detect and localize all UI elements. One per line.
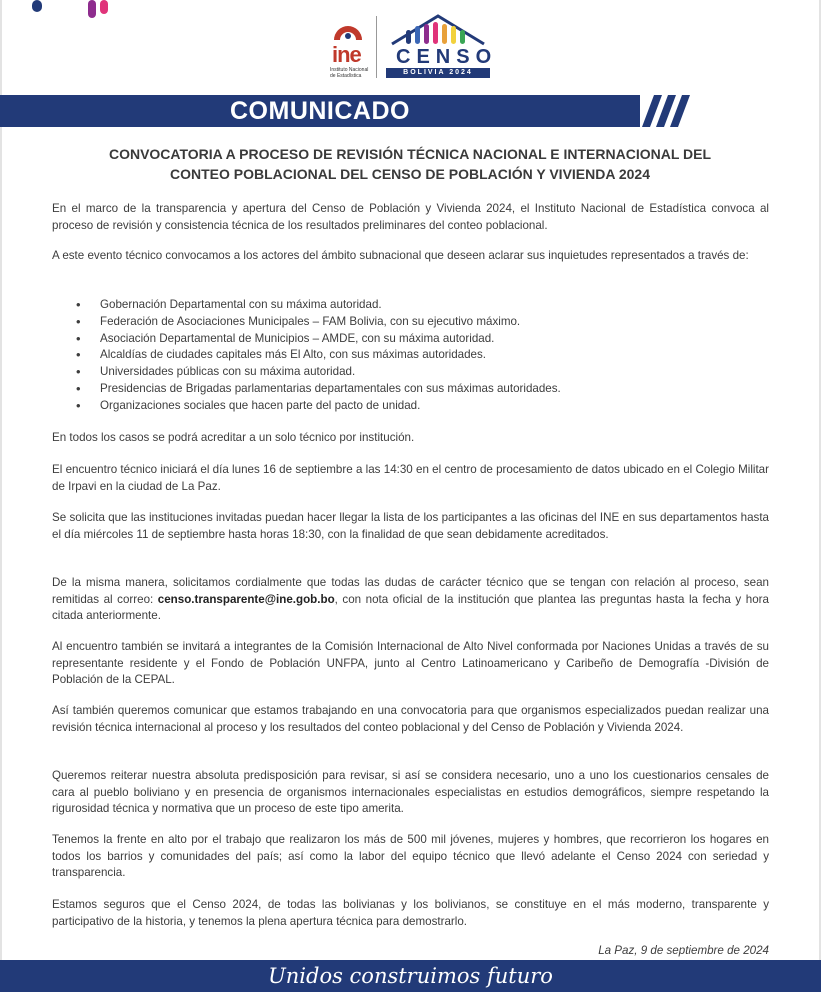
invitee-item: • Gobernación Departamental con su máxima autoridad.	[52, 297, 752, 314]
paragraph-8: Así también queremos comunicar que estamos trabajando en una convocatoria para que organismos especializados puedan realizar una revisión técnica internacional al proceso y los resultados del conteo poblacional y del Censo de Población y Vivienda 2024.	[52, 704, 769, 734]
header-logos	[330, 12, 500, 82]
invitee-item: • Alcaldías de ciudades capitales más El Alto, con sus máximas autoridades.	[52, 347, 752, 364]
paragraph-6	[52, 575, 769, 625]
footer-bar	[0, 960, 821, 992]
paragraph-3: En todos los casos se podrá acreditar a un solo técnico por institución.	[52, 431, 415, 444]
invitee-item: • Organizaciones sociales que hacen parte del pacto de unidad.	[52, 398, 752, 415]
paragraph-6-tail: , con nota oficial de la institución que plantea las preguntas hasta la fecha y hora citada anteriormente.	[52, 592, 769, 622]
invitee-list	[52, 297, 752, 415]
ine-subtitle: Instituto Nacional de Estadística	[330, 67, 369, 79]
paragraph-2: A este evento técnico convocamos a los actores del ámbito subnacional que deseen aclarar sus inquietudes representados a través de:	[52, 249, 749, 262]
censo-logo	[386, 12, 498, 82]
paragraph-4: El encuentro técnico iniciará el día lunes 16 de septiembre a las 14:30 en el centro de procesamiento de datos ubicado en el Colegio Militar de Irpavi en la ciudad de La Paz.	[52, 463, 769, 493]
comunicado-banner	[0, 95, 821, 127]
heading-line-1: CONVOCATORIA A PROCESO DE REVISIÓN TÉCNICA NACIONAL E INTERNACIONAL DEL	[108, 146, 712, 162]
paragraph-7: Al encuentro también se invitará a integrantes de la Comisión Internacional de Alto Nivel conformada por Naciones Unidas a través de su representante residente y el Fondo de Población UNFPA, junto al Centro Latinoamericano y Caribeño de Demografía -División de Población de la CEPAL.	[52, 640, 769, 686]
censo-band: BOLIVIA 2024	[386, 68, 490, 78]
paragraph-9: Queremos reiterar nuestra absoluta predisposición para revisar, si así se considera necesario, uno a uno los cuestionarios censales de cara al pueblo boliviano y en presencia de organismos internacionales especialistas en estudios demográficos, siempre respetando la rigurosidad técnica y normativa que un proceso de este tipo amerita.	[52, 769, 769, 815]
invitee-item: • Presidencias de Brigadas parlamentarias departamentales con sus máximas autoridades.	[52, 381, 752, 398]
heading-line-2: CONTEO POBLACIONAL DEL CENSO DE POBLACIÓN Y VIVIENDA 2024	[170, 166, 650, 182]
paragraph-11: Estamos seguros que el Censo 2024, de todas las bolivianas y los bolivianos, se constituye en el más moderno, transparente y participativo de la historia, y tenemos la plena apertura técnica para demostrarlo.	[52, 898, 769, 928]
ine-wordmark: ine	[332, 42, 361, 67]
ine-emblem-icon	[330, 12, 366, 42]
contact-email[interactable]: censo.transparente@ine.gob.bo	[157, 592, 335, 606]
banner-title: COMUNICADO	[230, 97, 410, 125]
paragraph-5: Se solicita que las instituciones invitadas puedan hacer llegar la lista de los participantes a las oficinas del INE en sus departamentos hasta el día miércoles 11 de septiembre hasta horas 18:30, con la finalidad de que sean debidamente acreditados.	[52, 511, 769, 541]
place-and-date: La Paz, 9 de septiembre de 2024	[598, 944, 769, 957]
invitee-item: • Asociación Departamental de Municipios – AMDE, con su máxima autoridad.	[52, 331, 752, 348]
ine-logo	[330, 12, 370, 82]
censo-roof-icon	[386, 12, 490, 46]
paragraph-10: Tenemos la frente en alto por el trabajo que realizaron los más de 500 mil jóvenes, mujeres y hombres, que recorrieron los hogares en todos los barrios y comunidades del país; así como la labor del equipo técnico que llevó adelante el Censo 2024 con seriedad y transparencia.	[52, 833, 769, 879]
banner-stripes-icon	[640, 95, 700, 127]
footer-slogan: Unidos construimos futuro	[268, 964, 553, 988]
censo-wordmark: CENSO	[396, 46, 498, 68]
corner-logo-mark	[28, 0, 118, 20]
logo-divider	[376, 16, 377, 78]
document-heading	[50, 144, 770, 184]
paragraph-6-lead: De la misma manera, solicitamos cordialmente que todas las dudas de carácter técnico que se tengan con relación al proceso, sean remitidas al correo:	[52, 576, 769, 606]
paragraph-1: En el marco de la transparencia y apertura del Censo de Población y Vivienda 2024, el Instituto Nacional de Estadística convoca al proceso de revisión y consistencia técnica de los resultados preliminares del conteo poblacional.	[52, 202, 769, 232]
invitee-item: • Universidades públicas con su máxima autoridad.	[52, 364, 752, 381]
invitee-item: • Federación de Asociaciones Municipales – FAM Bolivia, con su ejecutivo máximo.	[52, 314, 752, 331]
